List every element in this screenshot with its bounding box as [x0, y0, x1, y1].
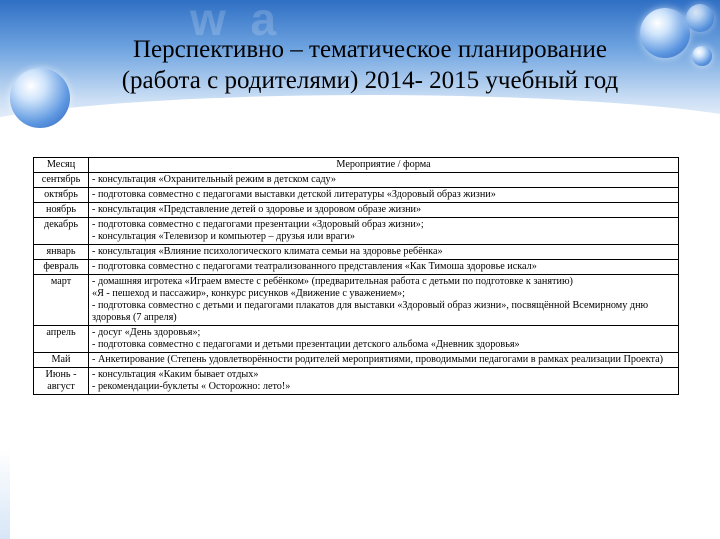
title-line-2: (работа с родителями) 2014- 2015 учебный год	[121, 67, 619, 94]
event-cell	[89, 218, 679, 245]
title-line-1: Перспективно – тематическое планирование	[133, 36, 607, 63]
plan-table	[33, 157, 679, 395]
event-line: - консультация «Представление детей о здоровье и здоровом образе жизни»	[92, 204, 422, 215]
column-header-month: Месяц	[34, 158, 89, 173]
event-cell	[89, 173, 679, 188]
table-body	[34, 173, 679, 395]
month-cell: февраль	[34, 260, 89, 275]
event-line: «Я - пешеход и пассажир», конкурс рисунков «Движение с уважением»;	[92, 288, 405, 299]
table-row	[34, 245, 679, 260]
event-cell	[89, 326, 679, 353]
event-line: - консультация «Охранительный режим в детском саду»	[92, 174, 336, 185]
bubble-decoration	[686, 4, 714, 32]
month-cell: Июнь - август	[34, 368, 89, 395]
event-cell	[89, 260, 679, 275]
event-cell	[89, 353, 679, 368]
month-cell: декабрь	[34, 218, 89, 245]
watermark-text: w a	[190, 0, 283, 45]
table-row	[34, 203, 679, 218]
event-cell	[89, 245, 679, 260]
column-header-event: Мероприятие / форма	[89, 158, 679, 173]
event-line: - домашняя игротека «Играем вместе с ребёнком» (предварительная работа с детьми по подготовке к занятию)	[92, 276, 573, 287]
event-line: - досуг «День здоровья»;	[92, 327, 201, 338]
side-strip	[0, 450, 10, 539]
event-line: - консультация «Телевизор и компьютер – друзья или враги»	[92, 231, 355, 242]
event-line: - консультация «Влияние психологического климата семьи на здоровье ребёнка»	[92, 246, 443, 257]
slide-title	[40, 34, 700, 96]
table-row	[34, 260, 679, 275]
event-line: - Анкетирование (Степень удовлетворённости родителей мероприятиями, проводимыми педагогами в рамках реализации Проекта)	[92, 354, 664, 365]
table-row	[34, 173, 679, 188]
event-cell	[89, 188, 679, 203]
table-row	[34, 368, 679, 395]
event-line: - консультация «Каким бывает отдых»	[92, 369, 259, 380]
month-cell: апрель	[34, 326, 89, 353]
table-row	[34, 353, 679, 368]
month-cell: январь	[34, 245, 89, 260]
table-row	[34, 275, 679, 326]
month-cell: октябрь	[34, 188, 89, 203]
event-line: - подготовка совместно с педагогами и детьми презентации детского альбома «Дневник здоровья»	[92, 339, 520, 350]
month-cell: ноябрь	[34, 203, 89, 218]
month-cell: Май	[34, 353, 89, 368]
table-row	[34, 218, 679, 245]
event-line: - подготовка совместно с педагогами выставки детской литературы «Здоровый образ жизни»	[92, 189, 496, 200]
event-cell	[89, 275, 679, 326]
event-line: - рекомендации-буклеты « Осторожно: лето!»	[92, 381, 291, 392]
table-row	[34, 326, 679, 353]
event-line: - подготовка совместно с детьми и педагогами плакатов для выставки «Здоровый образ жизни», посвящённой Всемирному дню здоровья (7 апреля)	[92, 300, 649, 323]
event-line: - подготовка совместно с педагогами презентации «Здоровый образ жизни»;	[92, 219, 424, 230]
table-row	[34, 188, 679, 203]
month-cell: март	[34, 275, 89, 326]
table-header-row	[34, 158, 679, 173]
event-cell	[89, 368, 679, 395]
event-cell	[89, 203, 679, 218]
event-line: - подготовка совместно с педагогами театрализованного представления «Как Тимоша здоровье искал»	[92, 261, 537, 272]
month-cell: сентябрь	[34, 173, 89, 188]
